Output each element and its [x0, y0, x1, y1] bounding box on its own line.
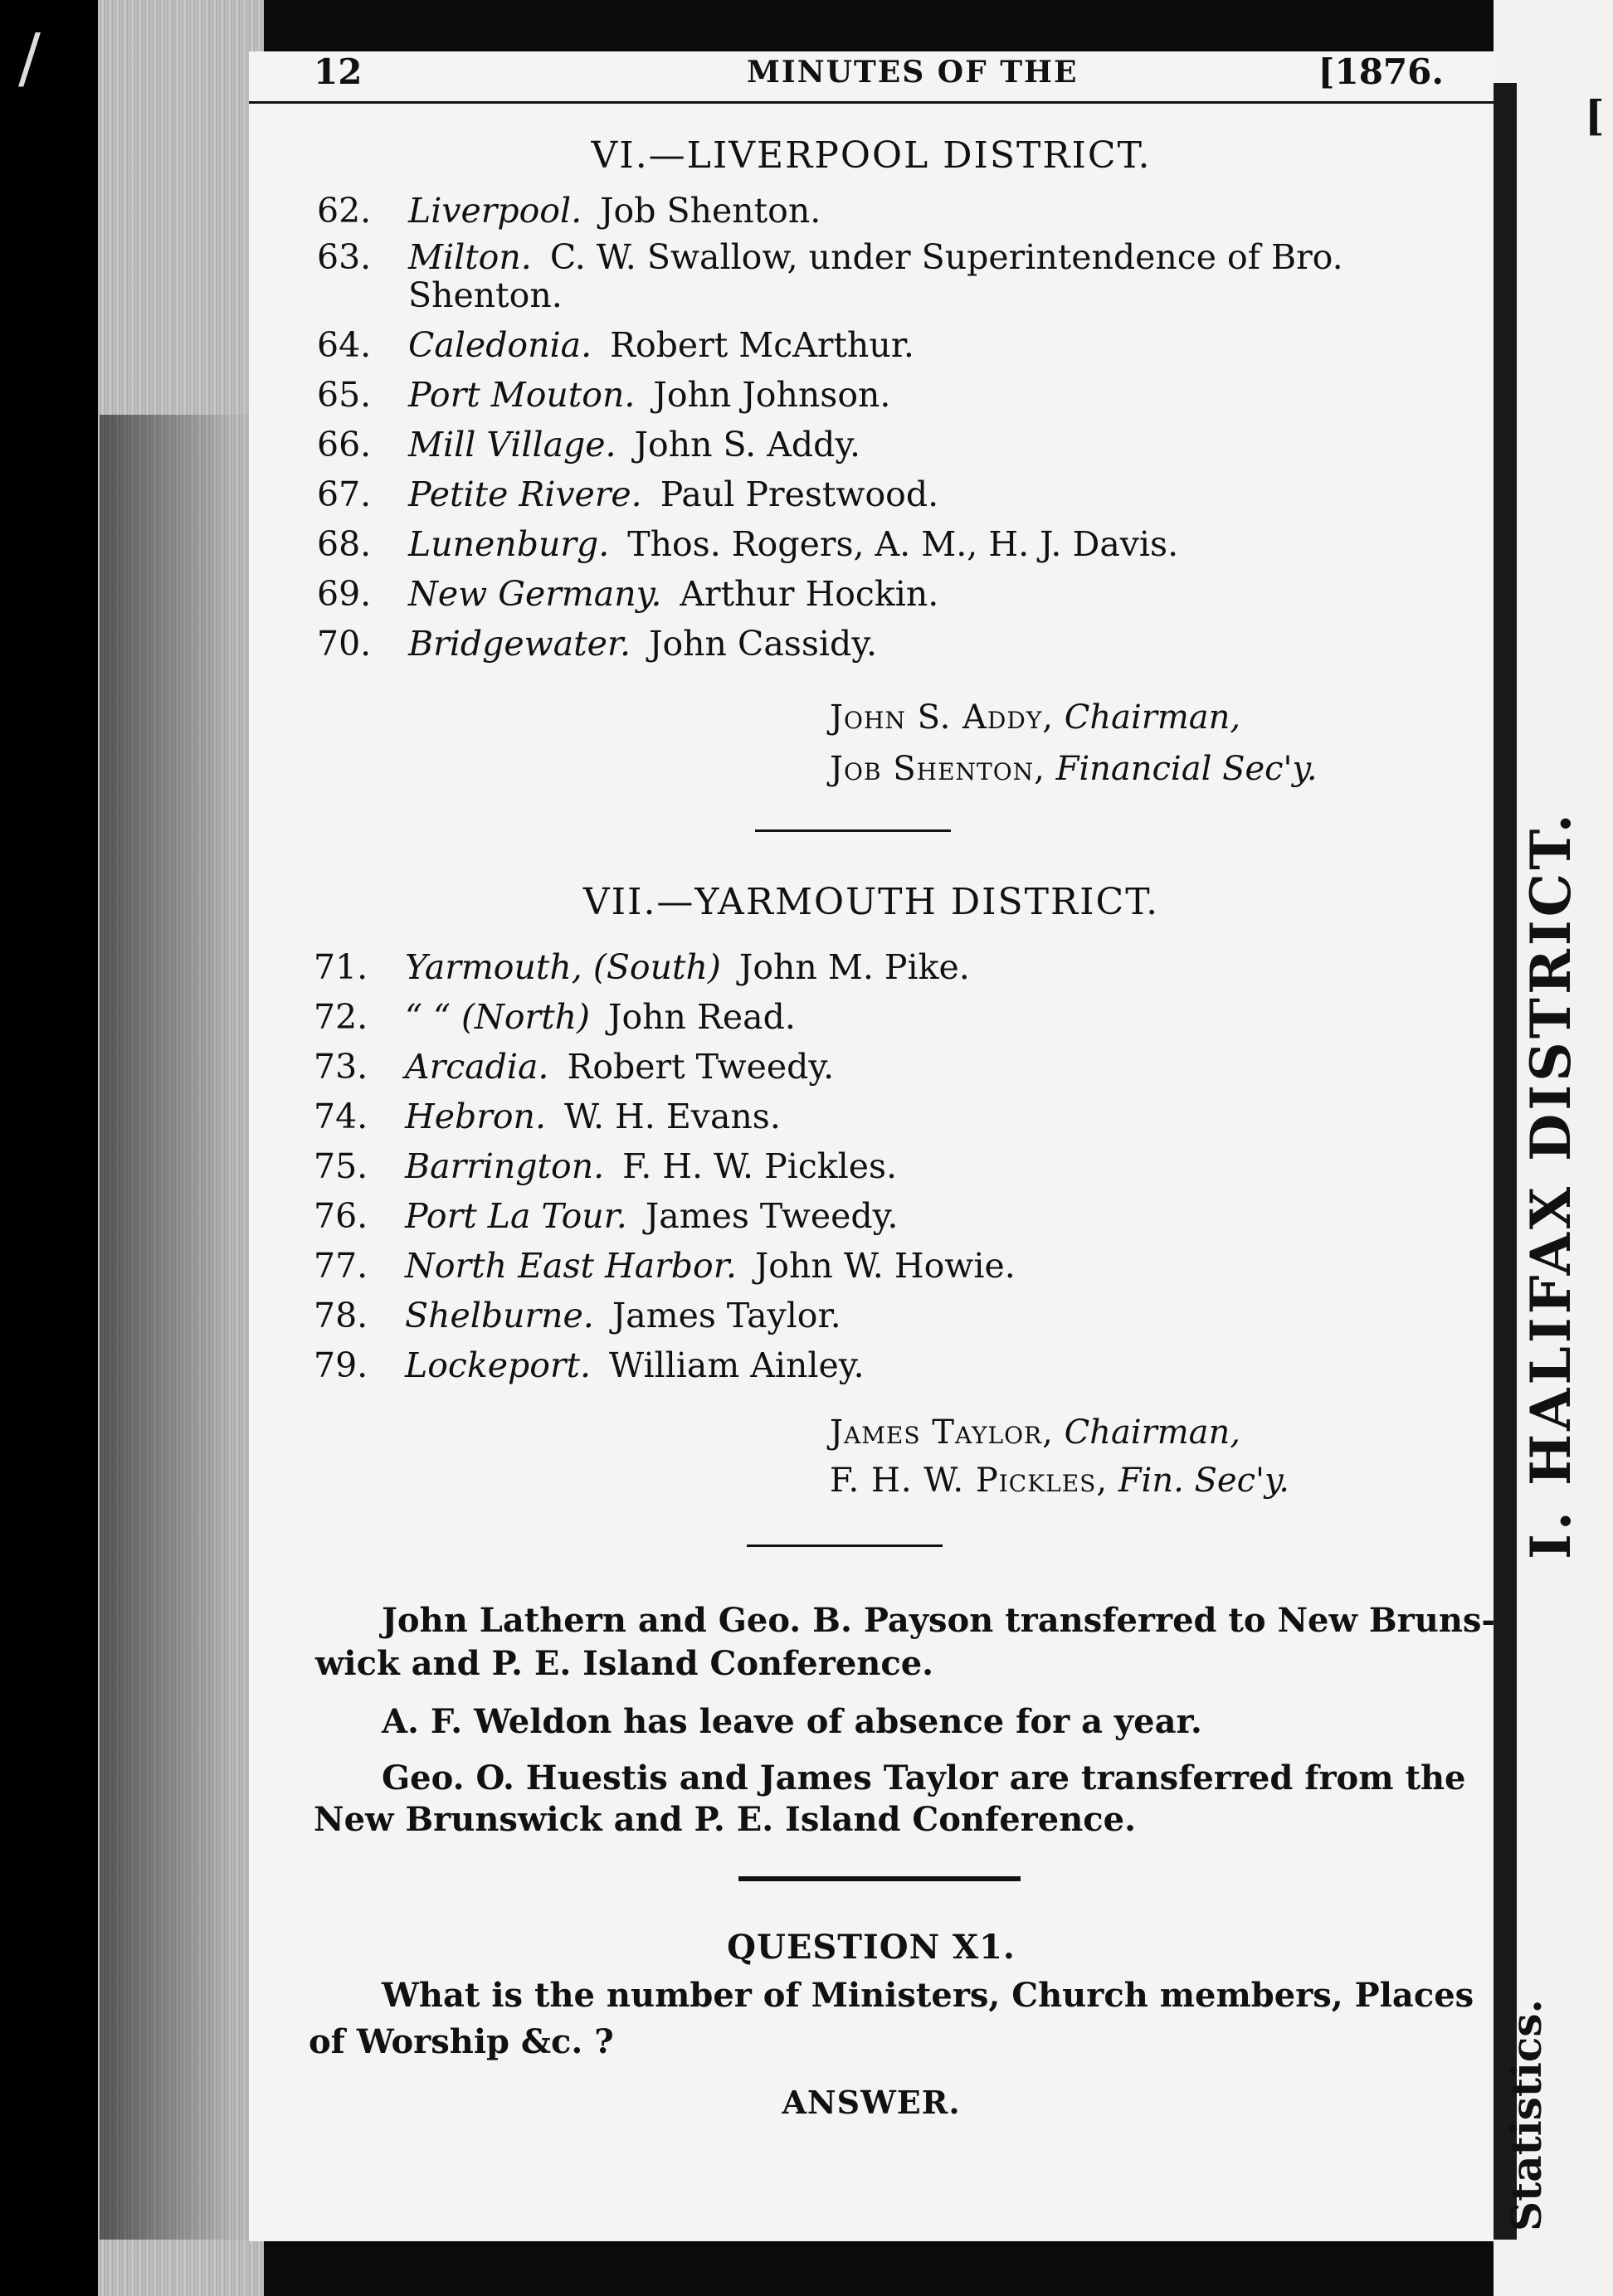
running-head-title: MINUTES OF THE	[747, 55, 1079, 90]
divider	[738, 1876, 1021, 1881]
answer-heading: ANSWER.	[782, 2084, 961, 2121]
list-item: 76. Port La Tour. James Tweedy.	[314, 1196, 899, 1236]
list-item: 66. Mill Village. John S. Addy.	[317, 425, 861, 465]
list-item: 72. “ “ (North) John Read.	[314, 997, 796, 1037]
running-head	[249, 51, 1494, 104]
book-page	[249, 51, 1494, 2241]
liverpool-secretary: Job Shenton, Financial Sec'y.	[830, 750, 1318, 788]
list-item-continuation: Shenton.	[408, 275, 563, 315]
note-transfer-lathern-payson: John Lathern and Geo. B. Payson transferred to New Bruns-	[382, 1601, 1496, 1640]
list-item: 79. Lockeport. William Ainley.	[314, 1345, 865, 1385]
margin-mark: /	[18, 19, 41, 96]
note-leave-of-absence: A. F. Weldon has leave of absence for a year.	[382, 1702, 1202, 1741]
liverpool-chairman: John S. Addy, Chairman,	[830, 698, 1241, 737]
note-transfer-lathern-payson-cont: wick and P. E. Island Conference.	[315, 1644, 934, 1683]
list-item: 71. Yarmouth, (South) John M. Pike.	[314, 947, 970, 987]
list-item: 69. New Germany. Arthur Hockin.	[317, 574, 939, 614]
list-item: 65. Port Mouton. John Johnson.	[317, 375, 891, 415]
yarmouth-district-heading: VII.—YARMOUTH DISTRICT.	[582, 881, 1160, 923]
list-item: 78. Shelburne. James Taylor.	[314, 1296, 841, 1335]
note-transfer-huestis-taylor: Geo. O. Huestis and James Taylor are transferred from the	[382, 1758, 1466, 1797]
statistics-side-heading: Statistics.	[1502, 1999, 1551, 2231]
question-heading: QUESTION X1.	[727, 1928, 1016, 1967]
divider	[747, 1544, 943, 1547]
list-item: 63. Milton. C. W. Swallow, under Superintendence of Bro.	[317, 237, 1343, 277]
left-background	[0, 0, 98, 2296]
list-item: 67. Petite Rivere. Paul Prestwood.	[317, 474, 939, 514]
yarmouth-chairman: James Taylor, Chairman,	[830, 1413, 1240, 1452]
halifax-district-side-heading: I. HALIFAX DISTRICT.	[1518, 810, 1583, 1559]
list-item: 70. Bridgewater. John Cassidy.	[317, 624, 877, 664]
question-text-cont: of Worship &c. ?	[309, 2022, 614, 2061]
page-shadow	[100, 415, 266, 2240]
list-item: 64. Caledonia. Robert McArthur.	[317, 325, 914, 365]
note-transfer-huestis-taylor-cont: New Brunswick and P. E. Island Conference.	[314, 1800, 1137, 1839]
list-item: 62. Liverpool. Job Shenton.	[317, 191, 821, 231]
yarmouth-secretary: F. H. W. Pickles, Fin. Sec'y.	[830, 1462, 1289, 1500]
page-number: 12	[314, 51, 363, 92]
list-item: 73. Arcadia. Robert Tweedy.	[314, 1047, 835, 1087]
liverpool-district-heading: VI.—LIVERPOOL DISTRICT.	[591, 134, 1152, 177]
gutter	[1494, 83, 1517, 2240]
facing-page-bracket: [	[1585, 91, 1605, 140]
list-item: 74. Hebron. W. H. Evans.	[314, 1097, 781, 1136]
question-text: What is the number of Ministers, Church members, Places	[382, 1976, 1474, 2015]
list-item: 68. Lunenburg. Thos. Rogers, A. M., H. J. Davis.	[317, 524, 1179, 564]
divider	[755, 829, 951, 832]
running-head-year: [1876.	[1318, 51, 1444, 92]
list-item: 75. Barrington. F. H. W. Pickles.	[314, 1146, 898, 1186]
list-item: 77. North East Harbor. John W. Howie.	[314, 1246, 1016, 1286]
